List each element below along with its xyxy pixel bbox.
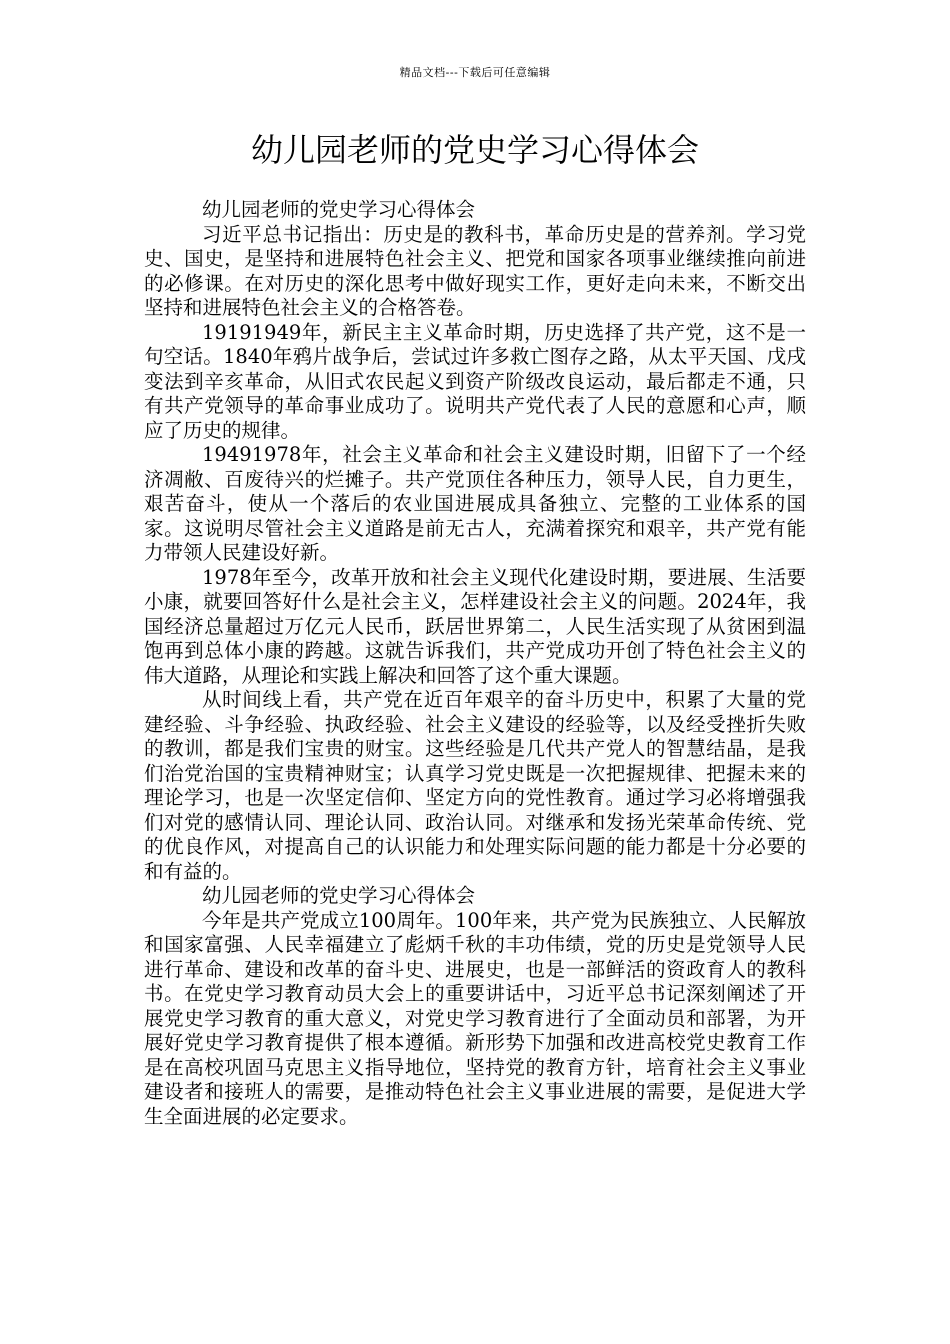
section-heading: 幼儿园老师的党史学习心得体会 <box>202 884 476 907</box>
paragraph: 习近平总书记指出：历史是的教科书，革命历史是的营养剂。学习党史、国史，是坚持和进展特色社会主义、把党和国家各项事业继续推向前进的必修课。在对历史的深化思考中做好现实工作，更好走向未来，不断交出坚持和进展特色社会主义的合格答卷。 <box>144 222 806 319</box>
section-heading: 幼儿园老师的党史学习心得体会 <box>202 198 476 221</box>
paragraph: 1978年至今，改革开放和社会主义现代化建设时期，要进展、生活要小康，就要回答好什么是社会主义，怎样建设社会主义的问题。2024年，我国经济总量超过万亿元人民币，跃居世界第二，人民生活实现了从贫困到温饱再到总体小康的跨越。这就告诉我们，共产党成功开创了特色社会主义的伟大道路，从理论和实践上解决和回答了这个重大课题。 <box>144 565 806 687</box>
page-header: 精品文档---下载后可任意编辑 <box>399 66 551 79</box>
paragraph: 19191949年，新民主主义革命时期，历史选择了共产党，这不是一句空话。1840年鸦片战争后，尝试过许多救亡图存之路，从太平天国、戊戌变法到辛亥革命，从旧式农民起义到资产阶级改良运动，最后都走不通，只有共产党领导的革命事业成功了。说明共产党代表了人民的意愿和心声，顺应了历史的规律。 <box>144 320 806 442</box>
paragraph: 从时间线上看，共产党在近百年艰辛的奋斗历史中，积累了大量的党建经验、斗争经验、执政经验、社会主义建设的经验等，以及经受挫折失败的教训，都是我们宝贵的财宝。这些经验是几代共产党人的智慧结晶，是我们治党治国的宝贵精神财宝；认真学习党史既是一次把握规律、把握未来的理论学习，也是一次坚定信仰、坚定方向的党性教育。通过学习必将增强我们对党的感情认同、理论认同、政治认同。对继承和发扬光荣革命传统、党的优良作风，对提高自己的认识能力和处理实际问题的能力都是十分必要的和有益的。 <box>144 688 806 883</box>
paragraph: 今年是共产党成立100周年。100年来，共产党为民族独立、人民解放和国家富强、人民幸福建立了彪炳千秋的丰功伟绩，党的历史是党领导人民进行革命、建设和改革的奋斗史、进展史，也是一部鲜活的资政育人的教科书。在党史学习教育动员大会上的重要讲话中，习近平总书记深刻阐述了开展党史学习教育的重大意义，对党史学习教育进行了全面动员和部署，为开展好党史学习教育提供了根本遵循。新形势下加强和改进高校党史教育工作是在高校巩固马克思主义指导地位，坚持党的教育方针，培育社会主义事业建设者和接班人的需要，是推动特色社会主义事业进展的需要，是促进大学生全面进展的必定要求。 <box>144 908 806 1128</box>
document-title: 幼儿园老师的党史学习心得体会 <box>250 131 699 169</box>
document-body <box>144 198 806 1129</box>
paragraph: 19491978年，社会主义革命和社会主义建设时期，旧留下了一个经济凋敝、百废待兴的烂摊子。共产党顶住各种压力，领导人民，自力更生，艰苦奋斗，使从一个落后的农业国进展成具备独立、完整的工业体系的国家。这说明尽管社会主义道路是前无古人，充满着探究和艰辛，共产党有能力带领人民建设好新。 <box>144 443 806 564</box>
